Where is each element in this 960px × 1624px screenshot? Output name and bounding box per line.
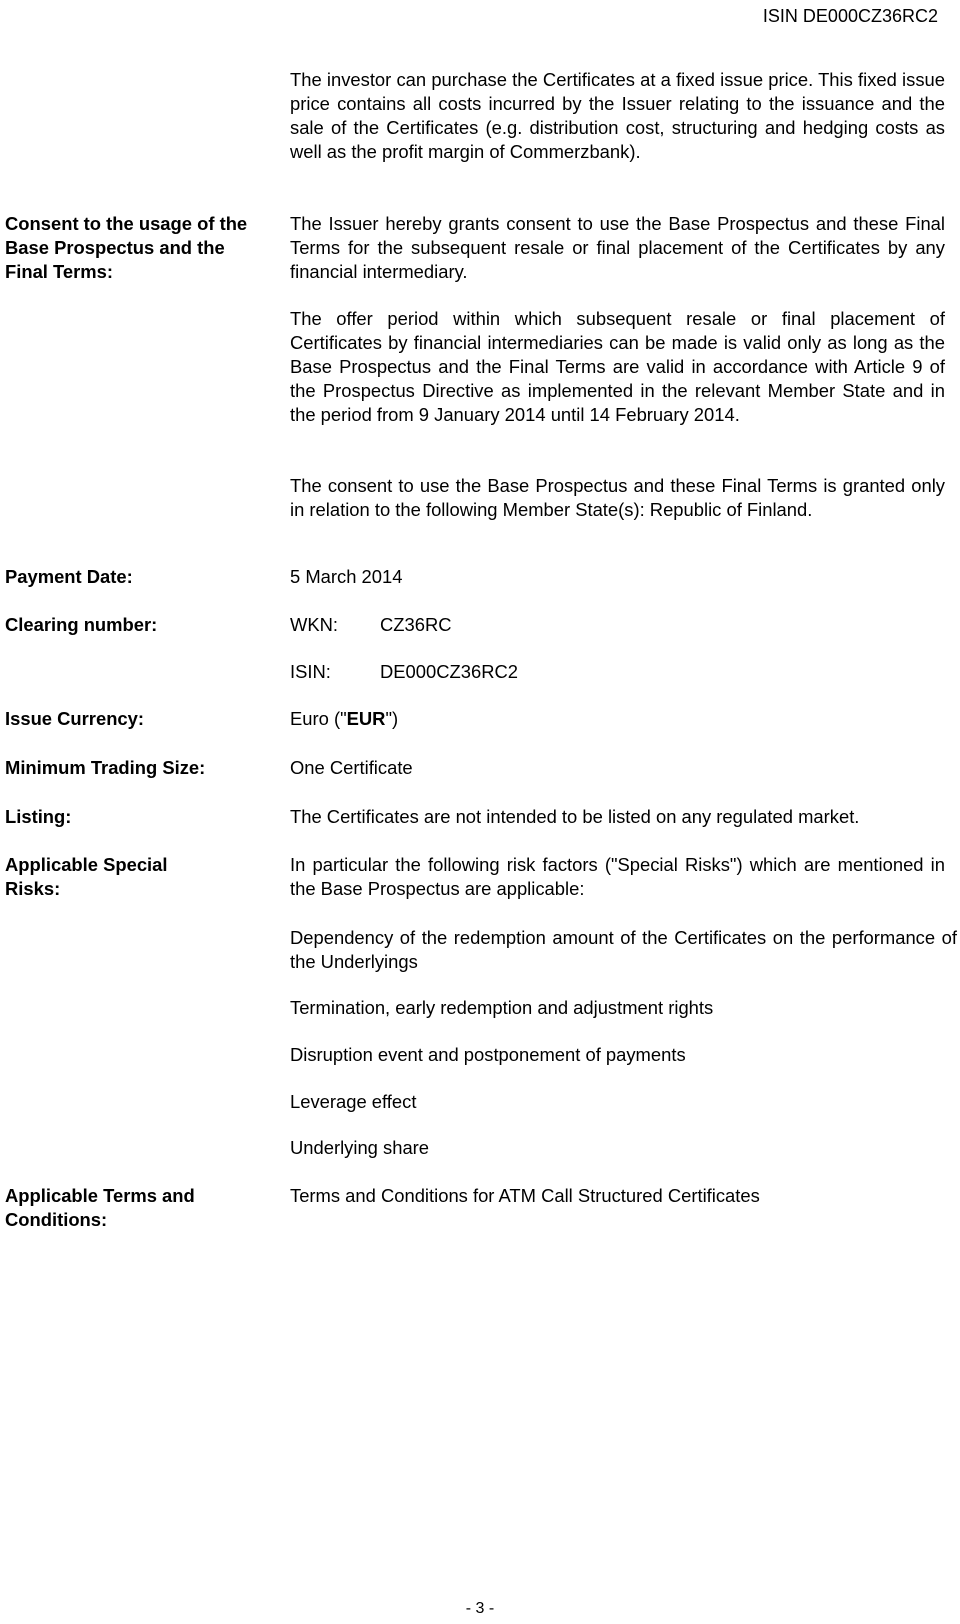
special-risks-intro: In particular the following risk factors ("Special Risks") which are mentioned in the Base Prospectus are applicable:: [290, 854, 945, 899]
special-risk-item: Termination, early redemption and adjustment rights: [290, 997, 714, 1018]
special-risks-label: Applicable Special Risks:: [5, 854, 168, 899]
issue-currency-value: [290, 707, 398, 731]
wkn-label: WKN:: [290, 614, 339, 635]
special-risk-item: Disruption event and postponement of payments: [290, 1044, 686, 1065]
issue-currency-label: Issue Currency:: [5, 708, 145, 729]
min-trading-size-label: Minimum Trading Size:: [5, 757, 206, 778]
isin-label: ISIN:: [290, 661, 331, 682]
consent-paragraph-3: The consent to use the Base Prospectus and these Final Terms is granted only in relation to the following Member State(s): Republic of Finland.: [290, 475, 945, 520]
payment-date-value: 5 March 2014: [290, 566, 403, 587]
special-risk-item: Dependency of the redemption amount of the Certificates on the performance of the Underlyings: [290, 927, 957, 972]
issue-currency-suffix: "): [385, 708, 399, 729]
wkn-value: CZ36RC: [380, 614, 452, 635]
intro-paragraph: The investor can purchase the Certificates at a fixed issue price. This fixed issue price contains all costs incurred by the Issuer relating to the issuance and the sale of the Certificates (e.g. distribution cost, structuring and hedging costs as well as the profit margin of Commerzbank).: [290, 69, 945, 162]
min-trading-size-value: One Certificate: [290, 757, 413, 778]
special-risk-item: Leverage effect: [290, 1091, 417, 1112]
listing-label: Listing:: [5, 806, 72, 827]
payment-date-label: Payment Date:: [5, 566, 133, 587]
clearing-number-label: Clearing number:: [5, 614, 158, 635]
consent-paragraph-2: The offer period within which subsequent resale or final placement of Certificates by financial intermediaries can be made is valid only as long as the Base Prospectus and the Final Terms are valid in accordance with Article 9 of the Prospectus Directive as implemented in the relevant Member State and in the period from 9 January 2014 until 14 February 2014.: [290, 308, 945, 425]
special-risk-item: Underlying share: [290, 1137, 430, 1158]
consent-paragraph-1: The Issuer hereby grants consent to use the Base Prospectus and these Final Terms for the subsequent resale or final placement of the Certificates by any financial intermediary.: [290, 213, 945, 282]
terms-label: Applicable Terms and Conditions:: [5, 1185, 195, 1230]
listing-value: The Certificates are not intended to be listed on any regulated market.: [290, 806, 860, 827]
consent-label: Consent to the usage of the Base Prospectus and the Final Terms:: [5, 213, 248, 282]
isin-value: DE000CZ36RC2: [380, 661, 518, 682]
issue-currency-prefix: Euro (": [290, 708, 347, 729]
terms-value: Terms and Conditions for ATM Call Structured Certificates: [290, 1185, 760, 1206]
header-isin: ISIN DE000CZ36RC2: [762, 6, 938, 26]
issue-currency-code: EUR: [346, 708, 386, 729]
page-number: - 3 -: [465, 1600, 495, 1617]
